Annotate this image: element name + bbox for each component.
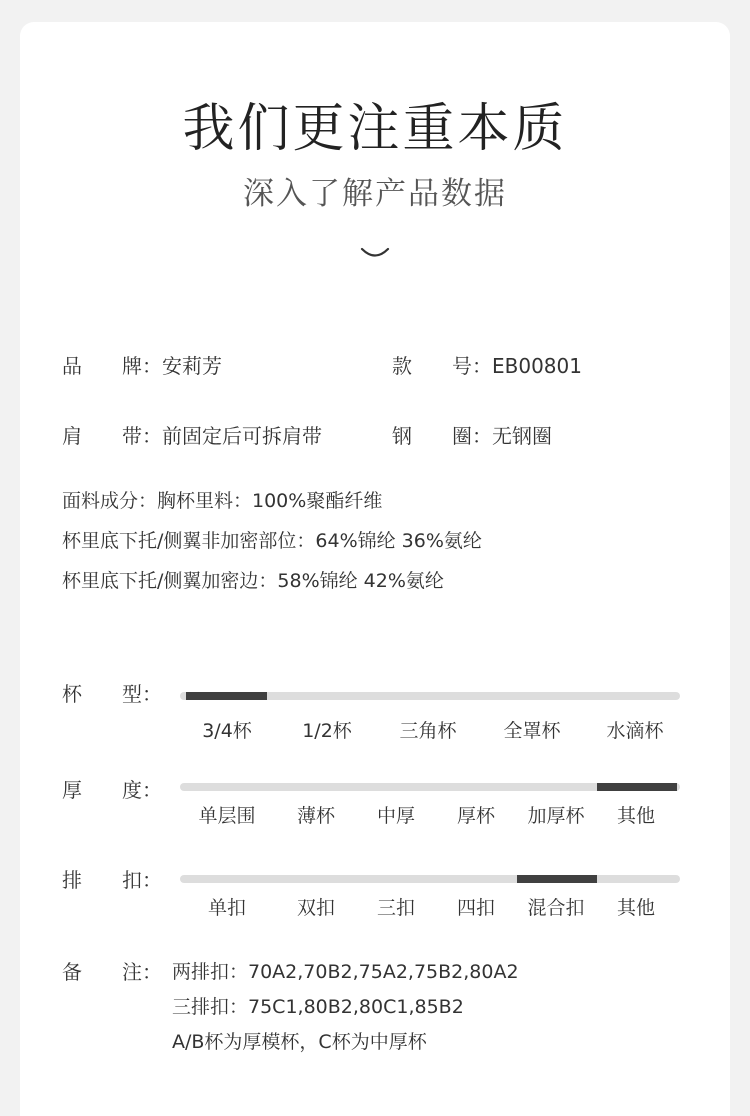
remarks-label: 备 注： — [62, 960, 162, 984]
hooks-option: 双扣 — [296, 897, 336, 919]
hooks-option: 三扣 — [376, 897, 416, 919]
material-line-3: 杯里底下托/侧翼加密边：58%锦纶 42%氨纶 — [62, 570, 444, 592]
page-subtitle: 深入了解产品数据 — [243, 176, 507, 212]
cup-type-option: 水滴杯 — [606, 720, 664, 742]
strap-value: 前固定后可拆肩带 — [162, 424, 322, 448]
thickness-label: 厚 度： — [62, 778, 162, 802]
thickness-option: 厚杯 — [456, 805, 496, 827]
wire-value: 无钢圈 — [492, 424, 552, 448]
remarks-line-3: A/B杯为厚模杯，C杯为中厚杯 — [172, 1031, 427, 1053]
cup-type-option: 三角杯 — [399, 720, 457, 742]
cup-type-indicator — [186, 692, 267, 700]
hooks-indicator — [517, 875, 597, 883]
cup-type-option: 全罩杯 — [503, 720, 561, 742]
remarks-line-2: 三排扣：75C1,80B2,80C1,85B2 — [172, 996, 464, 1018]
strap-row — [62, 422, 322, 450]
thickness-track — [180, 783, 680, 791]
model-value: EB00801 — [492, 354, 582, 378]
hooks-label: 排 扣： — [62, 868, 162, 892]
cup-type-label: 杯 型： — [62, 682, 162, 706]
hooks-track — [180, 875, 680, 883]
wire-label: 钢 圈： — [392, 424, 492, 448]
brand-row — [62, 352, 222, 380]
cup-type-option: 1/2杯 — [302, 720, 352, 742]
model-label: 款 号： — [392, 354, 492, 378]
wire-row — [392, 422, 552, 450]
material-line-2: 杯里底下托/侧翼非加密部位：64%锦纶 36%氨纶 — [62, 530, 482, 552]
thickness-option: 加厚杯 — [527, 805, 585, 827]
brand-value: 安莉芳 — [162, 354, 222, 378]
brand-label: 品 牌： — [62, 354, 162, 378]
thickness-option: 薄杯 — [296, 805, 336, 827]
hooks-option: 四扣 — [456, 897, 496, 919]
thickness-option: 单层围 — [198, 805, 256, 827]
cup-type-option: 3/4杯 — [202, 720, 252, 742]
hooks-option: 混合扣 — [527, 897, 585, 919]
strap-label: 肩 带： — [62, 424, 162, 448]
material-line-1: 面料成分：胸杯里料：100%聚酯纤维 — [62, 490, 383, 512]
remarks-line-1: 两排扣：70A2,70B2,75A2,75B2,80A2 — [172, 961, 519, 983]
model-row — [392, 352, 582, 380]
hooks-option: 单扣 — [207, 897, 247, 919]
hooks-option: 其他 — [616, 897, 656, 919]
chevron-down-icon — [360, 246, 390, 262]
cup-type-track — [180, 692, 680, 700]
thickness-indicator — [597, 783, 677, 791]
page-title: 我们更注重本质 — [182, 99, 568, 159]
thickness-option: 中厚 — [376, 805, 416, 827]
thickness-option: 其他 — [616, 805, 656, 827]
